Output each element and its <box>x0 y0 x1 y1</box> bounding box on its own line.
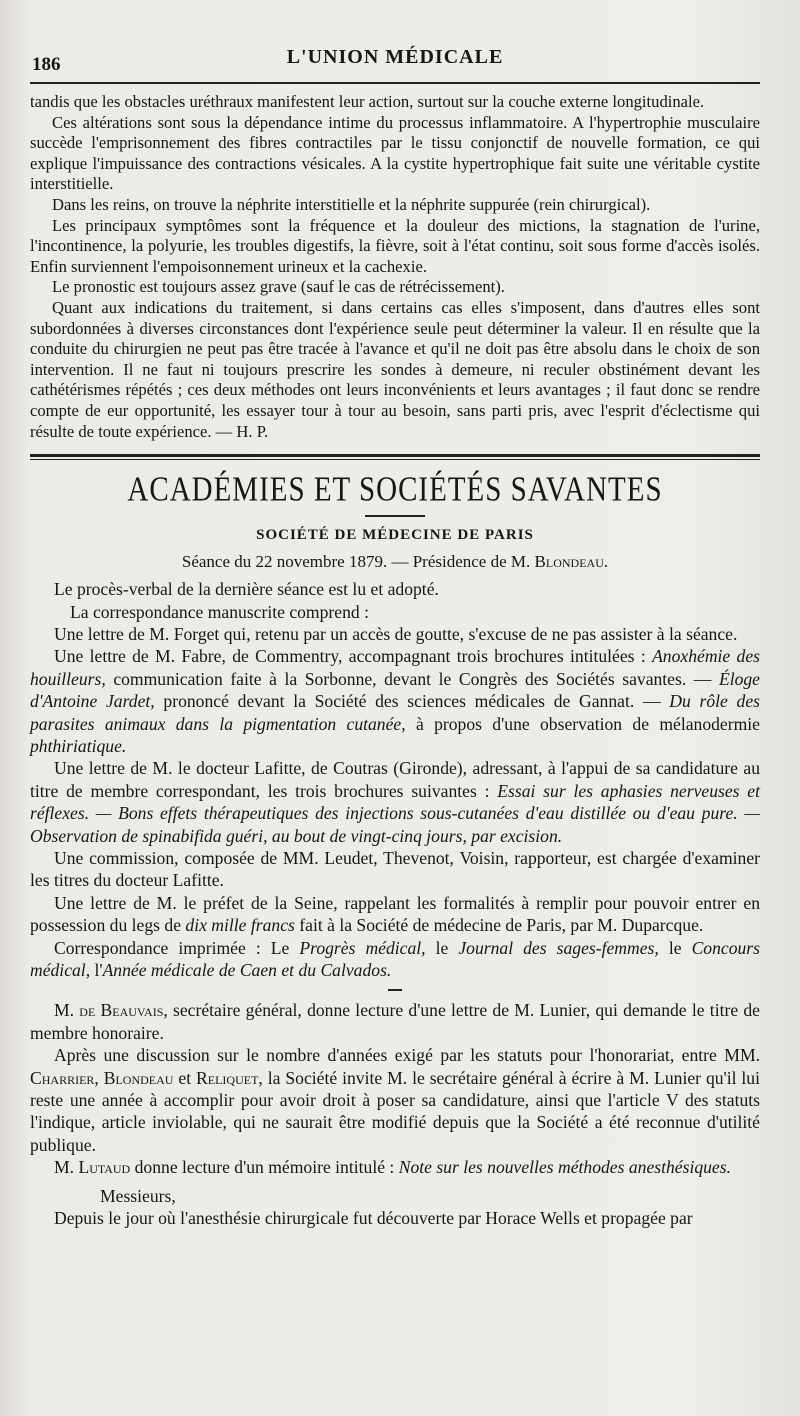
president-name: Blondeau. <box>534 552 609 572</box>
brochure-titles: Essai sur les aphasies nerveuses et réflexes. — Bons effets thérapeutiques des injections sous-cutanées d'eau distillée ou d'eau pure. — Observation de spinabifida guéri, au bout de vingt-cinq jours, par excision. <box>30 780 760 846</box>
paragraph <box>30 1044 760 1156</box>
paragraph <box>30 892 760 937</box>
text-run: Une lettre de M. Fabre, de Commentry, accompagnant trois brochures intitulées : <box>54 646 653 667</box>
text-run: Une lettre de M. le préfet de la Seine, rappelant les formalités à remplir pour pouvoir entrer en possession du legs de <box>30 892 760 936</box>
society-name: SOCIÉTÉ DE MÉDECINE DE PARIS <box>256 527 534 544</box>
text-run: Correspondance imprimée : Le <box>54 937 300 958</box>
text-run: secrétaire général, donne lecture d'une lettre de M. Lunier, qui demande le titre de membre honoraire. <box>30 1000 760 1043</box>
paragraph: Le procès-verbal de la dernière séance est lu et adopté. <box>54 579 439 600</box>
text-run: et <box>173 1067 197 1088</box>
brochure-title: Éloge d'Antoine Jardet, <box>30 668 760 712</box>
text-run: communication faite à la Sorbonne, devant le Congrès des Sociétés savantes. — <box>105 668 719 689</box>
speaker-name: M. Lutaud <box>54 1157 131 1178</box>
journal-name: Progrès médical, <box>299 937 426 958</box>
member-names: Reliquet, <box>196 1067 263 1088</box>
speaker-name: M. de Beauvais, <box>54 1000 168 1021</box>
paragraph: Ces altérations sont sous la dépendance intime du processus inflammatoire. A l'hypertrophie musculaire succède l'emprisonnement des fibres contractiles par le tissu conjonctif de nouvelle formation, ce qui explique l'impuissance des contractions vésicales. A la cystite hypertrophique fait suite une véritable cystite interstitielle. <box>30 112 760 194</box>
text-run: le <box>658 937 692 958</box>
paragraph <box>30 999 760 1044</box>
italic-term: dix mille francs <box>185 915 295 936</box>
text-run: la Société invite M. le secrétaire général à écrire à M. Lunier qu'il lui reste une année à accomplir pour avoir droit à poser sa candidature, ainsi que l'article V des statuts l'indique, article inviolable, qui ne saurait être modifié depuis que la Société a été reconnue d'utilité publique. <box>30 1067 760 1155</box>
title-rule <box>365 515 425 517</box>
member-names: Charrier, Blondeau <box>30 1067 174 1088</box>
paragraph <box>30 757 760 847</box>
paragraph <box>30 645 760 757</box>
page-header <box>30 46 760 76</box>
page-number: 186 <box>32 54 61 75</box>
text-run: Après une discussion sur le nombre d'années exigé par les statuts pour l'honorariat, entre MM. <box>54 1045 760 1066</box>
session-report <box>30 578 760 1229</box>
section-title: ACADÉMIES ET SOCIÉTÉS SAVANTES <box>127 470 663 510</box>
brochure-title: Anoxhémie des houilleurs, <box>30 646 761 689</box>
text-run: Une lettre de M. le docteur Lafitte, de Coutras (Gironde), adressant, à l'appui de sa candidature au titre de membre correspondant, les trois brochures suivantes : <box>30 758 760 801</box>
paragraph: Une lettre de M. Forget qui, retenu par un accès de goutte, s'excuse de ne pas assister à la séance. <box>54 623 738 644</box>
session-line <box>30 552 760 572</box>
italic-term: phthiriatique. <box>30 735 127 756</box>
text-run: prononcé devant la Société des sciences médicales de Gannat. — <box>154 691 670 712</box>
journal-name: Concours médical, <box>30 937 760 980</box>
salutation: Messieurs, <box>100 1185 176 1206</box>
separator-dash <box>388 989 402 991</box>
memoir-title: Note sur les nouvelles méthodes anesthésiques. <box>398 1157 731 1178</box>
paragraph: Une commission, composée de MM. Leudet, Thevenot, Voisin, rapporteur, est chargée d'examiner les titres du docteur Lafitte. <box>30 847 760 891</box>
paragraph: Les principaux symptômes sont la fréquence et la douleur des mictions, la stagnation de l'urine, l'incontinence, la polyurie, les troubles digestifs, la fièvre, soit à l'état continu, soit sous forme d'accès isolés. Enfin surviennent l'empoisonnement urineux et la cachexie. <box>30 215 760 276</box>
paragraph: La correspondance manuscrite comprend : <box>70 601 369 622</box>
header-rule <box>30 82 760 84</box>
paragraph: Dans les reins, on trouve la néphrite interstitielle et la néphrite suppurée (rein chirurgical). <box>52 194 651 214</box>
text-run: fait à la Société de médecine de Paris, par M. Duparcque. <box>294 915 704 936</box>
text-run: l' <box>90 960 103 980</box>
paragraph <box>30 1156 760 1178</box>
brochure-title: Du rôle des parasites animaux dans la pigmentation cutanée, <box>30 691 760 734</box>
paragraph: Depuis le jour où l'anesthésie chirurgicale fut découverte par Horace Wells et propagée par <box>54 1208 693 1229</box>
paragraph: Quant aux indications du traitement, si dans certains cas elles s'imposent, dans d'autres elles sont subordonnées à diverses circonstances dont l'expérience seule peut déterminer la valeur. Il en résulte que la conduite du chirurgien ne peut pas être tracée à l'avance et qu'il ne doit pas être absolu dans le choix de son intervention. Il ne faut ni toujours prescrire les sondes à demeure, ni reculer obstinément devant les cathétérismes répétés ; ces deux méthodes ont leurs inconvénients et leurs avantages ; il faut donc se rendre compte de eur opportunité, les essayer tour à tour au besoin, sans parti pris, avec l'esprit d'éclectisme qui résulte de toute expérience. — H. P. <box>30 297 760 441</box>
text-run: à propos d'une observation de mélanodermie <box>405 713 760 734</box>
article-continuation <box>30 92 760 442</box>
journal-name: Journal des sages-femmes, <box>458 937 659 958</box>
journal-title: L'UNION MÉDICALE <box>286 46 504 68</box>
paragraph <box>30 937 760 982</box>
paragraph: tandis que les obstacles uréthraux manifestent leur action, surtout sur la couche externe longitudinale. <box>30 92 705 111</box>
text-run: donne lecture d'un mémoire intitulé : <box>130 1157 399 1178</box>
paragraph: Le pronostic est toujours assez grave (sauf le cas de rétrécissement). <box>52 277 505 297</box>
text-run: le <box>425 937 459 958</box>
journal-name: Année médicale de Caen et du Calvados. <box>102 960 392 980</box>
session-text: Séance du 22 novembre 1879. — Présidence de M. <box>181 552 535 572</box>
section-divider <box>30 454 760 460</box>
